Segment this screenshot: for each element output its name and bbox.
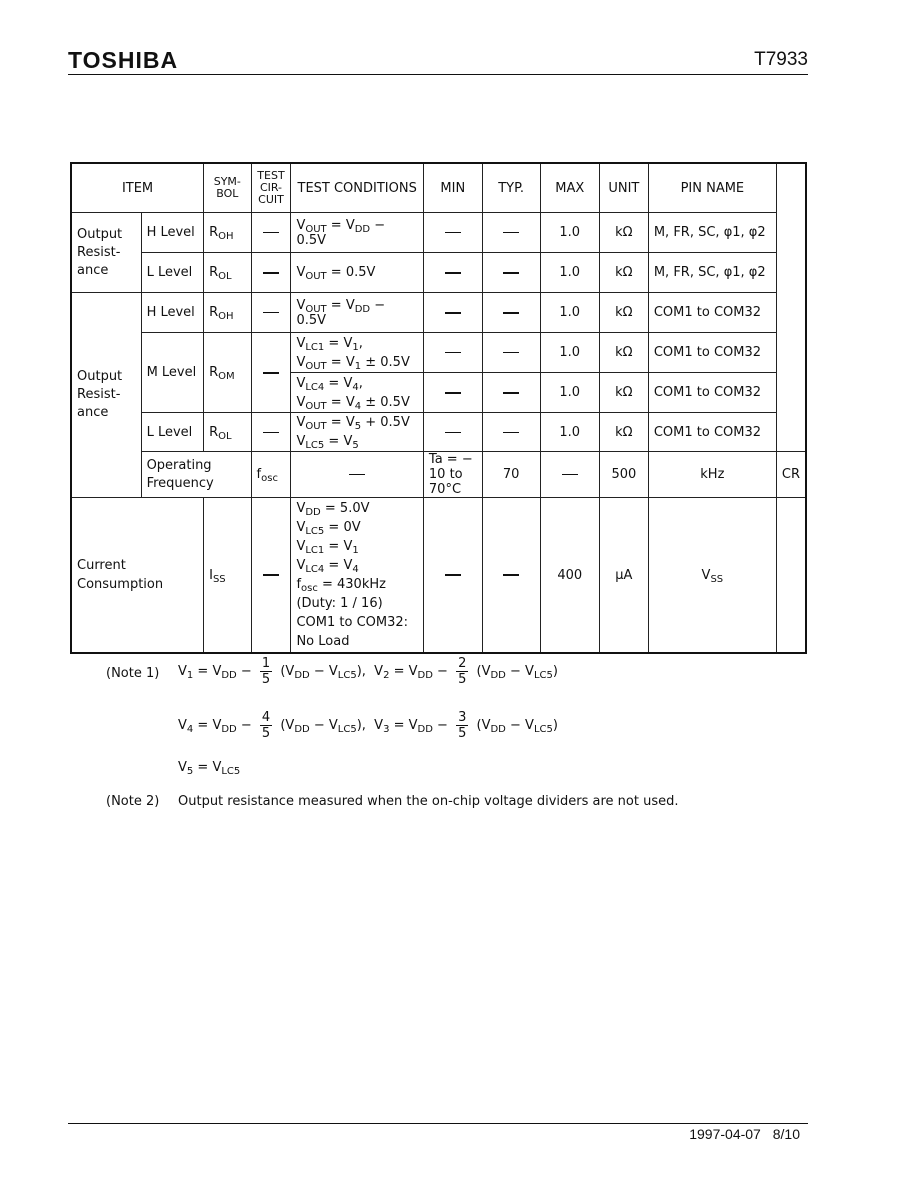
max-cell: 1.0 — [540, 293, 599, 333]
typ-cell — [482, 498, 540, 654]
circuit-cell — [251, 213, 291, 253]
min-cell — [423, 293, 482, 333]
footer — [689, 1126, 800, 1142]
min-cell — [423, 413, 482, 452]
condition-cell: $V_{OUT} = V_{DD} - 0.5V$ — [291, 293, 423, 333]
condition-cell: $V_{OUT} = V_{DD} - 0.5V$ — [291, 213, 423, 253]
circuit-cell — [251, 498, 291, 654]
footer-date: 1997-04-07 — [689, 1126, 761, 1142]
condition-cell: Ta = − 10 to 70°C — [423, 452, 482, 498]
level-label: H Level — [141, 293, 204, 333]
table-row — [71, 413, 806, 452]
condition-cell: $V_{OUT} = 0.5V$ — [291, 253, 423, 293]
unit-cell: μA — [599, 498, 648, 654]
max-cell: 400 — [540, 498, 599, 654]
symbol-cell: $I_{SS}$ — [204, 498, 251, 654]
circuit-cell — [251, 293, 291, 333]
level-label: L Level — [141, 413, 204, 452]
level-label: H Level — [141, 213, 204, 253]
condition-cell: $V_{LC1} = V_1$, $V_{OUT} = V_1 \pm 0.5V$ — [291, 333, 423, 373]
typ-cell — [482, 293, 540, 333]
header-symbol: SYM- BOL — [204, 163, 251, 213]
typ-cell — [482, 413, 540, 452]
table-row — [71, 498, 806, 654]
unit-cell: kΩ — [599, 373, 648, 413]
min-cell — [423, 373, 482, 413]
unit-cell: kΩ — [599, 333, 648, 373]
typ-cell — [482, 333, 540, 373]
unit-cell: kΩ — [599, 293, 648, 333]
unit-cell: kHz — [648, 452, 776, 498]
max-cell: 1.0 — [540, 253, 599, 293]
symbol-cell: $R_{OH}$ — [204, 213, 251, 253]
footer-divider — [68, 1123, 808, 1124]
unit-cell: kΩ — [599, 413, 648, 452]
min-cell — [423, 498, 482, 654]
note1-equation-v5: $V_5 = V_{LC5}$ — [178, 760, 241, 777]
circuit-cell — [251, 333, 291, 413]
max-cell: 1.0 — [540, 213, 599, 253]
note1-equation-v4-v3: $V_4 = V_{DD}$ − $\frac{4}{5}$ $(V_{DD} - V_{LC5})$, $V_3 = V_{DD}$ − $\frac{3}{5}$ $(V_{DD} - V_{LC5})$ — [178, 710, 558, 741]
level-label: M Level — [141, 333, 204, 413]
pin-cell: COM1 to COM32 — [648, 333, 776, 373]
unit-cell: kΩ — [599, 253, 648, 293]
fraction: $\frac{3}{5}$ — [458, 710, 467, 741]
typ-cell — [540, 452, 599, 498]
pin-cell: $V_{SS}$ — [648, 498, 776, 654]
header-item: ITEM — [71, 163, 204, 213]
typ-cell — [482, 213, 540, 253]
circuit-cell — [251, 253, 291, 293]
header-pin-name: PIN NAME — [648, 163, 776, 213]
pin-cell: COM1 to COM32 — [648, 293, 776, 333]
fraction: $\frac{1}{5}$ — [261, 656, 271, 687]
min-cell — [423, 213, 482, 253]
typ-cell — [482, 373, 540, 413]
max-cell: 1.0 — [540, 373, 599, 413]
symbol-cell: $R_{OH}$ — [204, 293, 251, 333]
header-divider — [68, 74, 808, 75]
brand-logo: TOSHIBA — [68, 47, 179, 73]
min-cell: 70 — [482, 452, 540, 498]
table-row — [71, 293, 806, 333]
header-test-conditions: TEST CONDITIONS — [291, 163, 423, 213]
symbol-cell: $R_{OM}$ — [204, 333, 251, 413]
note2-text: Output resistance measured when the on-chip voltage dividers are not used. — [178, 794, 679, 809]
table-row — [71, 333, 806, 373]
condition-cell: $V_{DD} = 5.0V$ $V_{LC5} = 0V$ $V_{LC1} = V_1$ $V_{LC4} = V_4$ $f_{osc} = 430kHz$ (Duty: 1 / 16) COM1 to COM32: No Load — [291, 498, 423, 654]
electrical-characteristics-table — [70, 162, 807, 654]
max-cell: 500 — [599, 452, 648, 498]
group-operating-frequency: Operating Frequency — [141, 452, 251, 498]
min-cell — [423, 253, 482, 293]
max-cell: 1.0 — [540, 413, 599, 452]
fraction: $\frac{4}{5}$ — [261, 710, 271, 741]
min-cell — [423, 333, 482, 373]
unit-cell: kΩ — [599, 213, 648, 253]
header-test-circuit: TEST CIR- CUIT — [251, 163, 291, 213]
symbol-cell: $R_{OL}$ — [204, 253, 251, 293]
header-min: MIN — [423, 163, 482, 213]
condition-cell: $V_{LC4} = V_4$, $V_{OUT} = V_4 \pm 0.5V$ — [291, 373, 423, 413]
level-label: L Level — [141, 253, 204, 293]
table-row — [71, 213, 806, 253]
table-row — [71, 253, 806, 293]
group-output-resistance: Output Resist- ance — [71, 293, 141, 498]
pin-cell: CR — [776, 452, 806, 498]
note1-label: (Note 1) — [106, 666, 160, 681]
circuit-cell — [251, 413, 291, 452]
condition-cell: $V_{OUT} = V_5 + 0.5V$ $V_{LC5} = V_5$ — [291, 413, 423, 452]
symbol-cell: $R_{OL}$ — [204, 413, 251, 452]
circuit-cell — [291, 452, 423, 498]
table-row — [71, 452, 806, 498]
pin-cell: M, FR, SC, φ1, φ2 — [648, 213, 776, 253]
pin-cell: M, FR, SC, φ1, φ2 — [648, 253, 776, 293]
group-output-resistance: Output Resist- ance — [71, 213, 141, 293]
typ-cell — [482, 253, 540, 293]
note2-label: (Note 2) — [106, 794, 160, 809]
note1-equation-v1-v2: $V_1 = V_{DD}$ − $\frac{1}{5}$ $(V_{DD} - V_{LC5})$, $V_2 = V_{DD}$ − $\frac{2}{5}$ $(V_{DD} - V_{LC5})$ — [178, 656, 558, 687]
symbol-cell: $f_{osc}$ — [251, 452, 291, 498]
part-number: T7933 — [754, 49, 808, 70]
header-unit: UNIT — [599, 163, 648, 213]
table-header-row — [71, 163, 806, 213]
pin-cell: COM1 to COM32 — [648, 373, 776, 413]
group-current-consumption: Current Consumption — [71, 498, 204, 654]
pin-cell: COM1 to COM32 — [648, 413, 776, 452]
max-cell: 1.0 — [540, 333, 599, 373]
header-typ: TYP. — [482, 163, 540, 213]
page-number: 8/10 — [772, 1126, 800, 1142]
header-max: MAX — [540, 163, 599, 213]
fraction: $\frac{2}{5}$ — [458, 656, 467, 687]
